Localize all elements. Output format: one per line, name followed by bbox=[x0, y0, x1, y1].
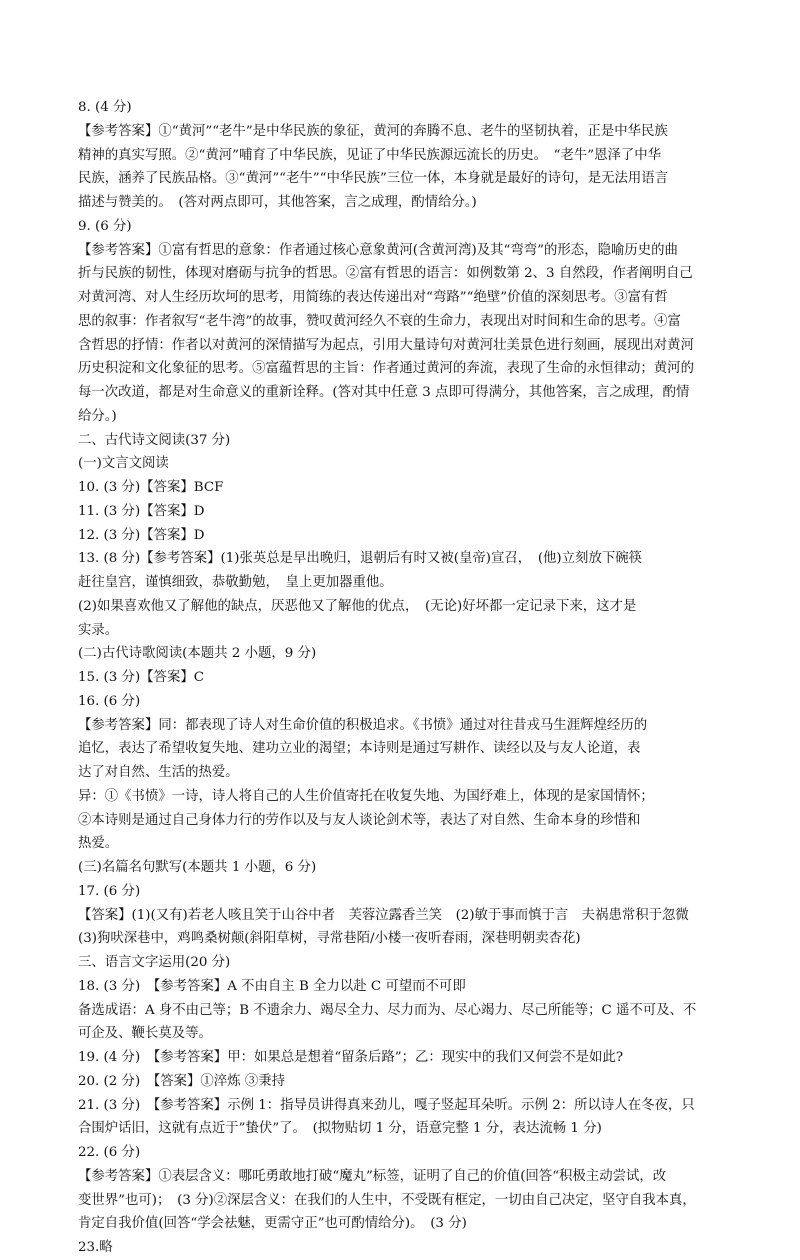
text-line: 17. (6 分) bbox=[78, 883, 141, 899]
text-line: 每一次改道，都是对生命意义的重新诠释。(答对其中任意 3 点即可得满分，其他答案，言之成理，酌情 bbox=[78, 385, 690, 400]
text-line: 12. (3 分)【答案】D bbox=[78, 527, 205, 543]
text-line: 【参考答案】同：都表现了诗人对生命价值的积极追求。《书愤》通过对往昔戎马生涯辉煌经历的 bbox=[78, 717, 648, 733]
text-line: 异：①《书愤》一诗，诗人将自己的人生价值寄托在收复失地、为国纾难上，体现的是家国情怀； bbox=[78, 788, 654, 804]
text-line: 11. (3 分)【答案】D bbox=[78, 503, 205, 519]
text-line: (3)狗吠深巷中，鸡鸣桑树颠(斜阳草树，寻常巷陌/小楼一夜听春雨，深巷明朝卖杏花) bbox=[78, 931, 581, 947]
text-line: 可企及、鞭长莫及等。 bbox=[78, 1026, 212, 1042]
text-line: 描述与赞美的。 (答对两点即可，其他答案，言之成理，酌情给分。) bbox=[78, 195, 477, 210]
text-line: 【答案】(1)(又有)若老人咳且笑于山谷中者 芙蓉泣露香兰笑 (2)敏于事而慎于言 夫祸患常积于忽微 bbox=[78, 907, 689, 923]
text-line: 给分。) bbox=[78, 408, 117, 424]
text-line: (一)文言文阅读 bbox=[78, 456, 169, 472]
text-line: 23.略 bbox=[78, 1240, 113, 1255]
text-line: 21. (3 分) 【参考答案】示例 1：指导员讲得真来劲儿，嘎子竖起耳朵听。示例 2：所以诗人在冬夜，只 bbox=[78, 1097, 695, 1113]
text-line: 16. (6 分) bbox=[78, 693, 141, 709]
text-line: 精神的真实写照。②“黄河”哺育了中华民族，见证了中华民族源远流长的历史。 “老牛”恩泽了中华 bbox=[78, 147, 662, 163]
text-line: 10. (3 分)【答案】BCF bbox=[78, 480, 224, 495]
text-line: 18. (3 分) 【参考答案】A 不由自主 B 全力以赴 C 可望而不可即 bbox=[78, 978, 466, 994]
text-line: 合围炉话旧，这就有点近于”蛰伏”了。 (拟物贴切 1 分，语意完整 1 分，表达流畅 1 分) bbox=[78, 1121, 602, 1137]
text-line: 8. (4 分) bbox=[78, 100, 132, 115]
text-line: 二、古代诗文阅读(37 分) bbox=[78, 432, 231, 448]
text-line: 【参考答案】①表层含义：哪吒勇敢地打破“魔丸”标签，证明了自己的价值(回答“积极主动尝试，改 bbox=[78, 1168, 667, 1184]
text-line: 追忆，表达了希望收复失地、建功立业的渴望；本诗则是通过写耕作、读经以及与友人论道，表 bbox=[78, 741, 641, 757]
text-line: 22. (6 分) bbox=[78, 1145, 141, 1160]
text-line: 【参考答案】①“黄河”“老牛”是中华民族的象征，黄河的奔腾不息、老牛的坚韧执着，正是中华民族 bbox=[78, 123, 668, 139]
text-line: 赶往皇宫，谨慎细致，恭敬勤勉， 皇上更加器重他。 bbox=[78, 575, 393, 590]
answer-key-text bbox=[78, 96, 738, 1260]
text-line: 民族，涵养了民族品格。③“黄河”“老牛”“中华民族”三位一体，本身就是最好的诗句，是无法用语言 bbox=[78, 171, 669, 187]
text-line: (2)如果喜欢他又了解他的缺点，厌恶他又了解他的优点， (无论)好坏都一定记录下来，这才是 bbox=[78, 598, 637, 614]
text-line: 【参考答案】①富有哲思的意象：作者通过核心意象黄河(含黄河湾)及其“弯弯”的形态，隐喻历史的曲 bbox=[78, 242, 678, 258]
text-line: 三、语言文字运用(20 分) bbox=[78, 955, 231, 970]
text-line: 变世界”也可)； (3 分)②深层含义：在我们的人生中，不受既有框定，一切由自己决定，坚守自我本真， bbox=[78, 1192, 696, 1208]
text-line: ②本诗则是通过自己身体力行的劳作以及与友人谈论剑术等，表达了对自然、生命本身的珍惜和 bbox=[78, 812, 641, 828]
text-line: (二)古代诗歌阅读(本题共 2 小题，9 分) bbox=[78, 646, 317, 662]
text-line: 折与民族的韧性，体现对磨砺与抗争的哲思。②富有哲思的语言：如例数第 2、3 自然段，作者阐明自己 bbox=[78, 266, 693, 282]
text-line: 对黄河湾、对人生经历坎坷的思考，用简练的表达传递出对“弯路”“绝壁”价值的深刻思考。③富有哲 bbox=[78, 290, 668, 305]
text-line: 20. (2 分) 【答案】①淬炼 ③秉持 bbox=[78, 1073, 286, 1089]
text-line: 思的叙事：作者叙写“老牛湾”的故事，赞叹黄河经久不衰的生命力，表现出对时间和生命的思考。④富 bbox=[78, 313, 681, 329]
text-line: 达了对自然、生活的热爱。 bbox=[78, 765, 239, 780]
text-line: 热爱。 bbox=[78, 836, 119, 852]
text-line: 实录。 bbox=[78, 622, 119, 638]
text-line: (三)名篇名句默写(本题共 1 小题，6 分) bbox=[78, 860, 317, 875]
text-line: 15. (3 分)【答案】C bbox=[78, 670, 204, 685]
text-line: 含哲思的抒情：作者以对黄河的深情描写为起点，引用大量诗句对黄河壮美景色进行刻画，展现出对黄河 bbox=[78, 337, 694, 353]
text-line: 肯定自我价值(回答“学会祛魅，更需守正”也可酌情给分)。 (3 分) bbox=[78, 1216, 467, 1232]
text-line: 9. (6 分) bbox=[78, 218, 132, 234]
text-line: 备选成语：A 身不由己等；B 不遗余力、竭尽全力、尽力而为、尽心竭力、尽己所能等；C 遥不可及、不 bbox=[78, 1002, 697, 1018]
text-line: 13. (8 分)【参考答案】(1)张英总是早出晚归，退朝后有时又被(皇帝)宣召， (他)立刻放下碗筷 bbox=[78, 551, 643, 567]
text-line: 19. (4 分) 【参考答案】甲：如果总是想着“留条后路”；乙：现实中的我们又何尝不是如此? bbox=[78, 1050, 624, 1065]
text-line: 历史积淀和文化象征的思考。⑤富蕴哲思的主旨：作者通过黄河的奔流，表现了生命的永恒律动；黄河的 bbox=[78, 361, 694, 377]
